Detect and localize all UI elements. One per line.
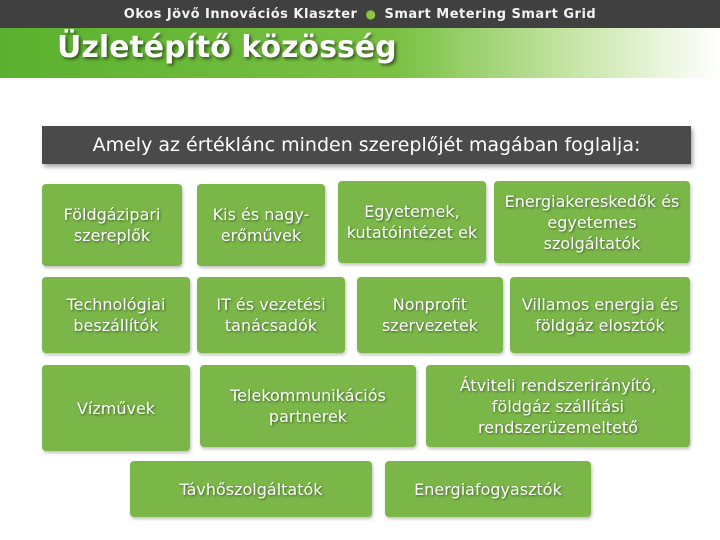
box-atviteli-rendszeriranyito: Átviteli rendszerirányító, földgáz szállítási rendszerüzemeltető: [426, 365, 690, 447]
box-vizmuvek: Vízművek: [42, 365, 190, 451]
box-kis-es-nagy-eromuvek: Kis és nagy-erőművek: [197, 184, 325, 266]
box-nonprofit-szervezetek: Nonprofit szervezetek: [357, 277, 503, 353]
box-technologiai-beszallitok: Technológiai beszállítók: [42, 277, 190, 353]
box-it-es-vezetesi-tanacsadok: IT és vezetési tanácsadók: [197, 277, 345, 353]
box-tavhoszolgaltatok: Távhőszolgáltatók: [130, 461, 372, 517]
separator-dot-icon: ●: [365, 7, 377, 21]
box-egyetemek: Egyetemek, kutatóintézet ek: [338, 181, 486, 263]
box-energiafogyasztok: Energiafogyasztók: [385, 461, 591, 517]
box-villamos-energia-elosztok: Villamos energia és földgáz elosztók: [510, 277, 690, 353]
top-header-bar: [0, 0, 720, 28]
subtitle-banner: Amely az értéklánc minden szereplőjét magában foglalja:: [42, 126, 691, 164]
header-left-text: Okos Jövő Innovációs Klaszter: [123, 6, 358, 22]
header-right-text: Smart Metering Smart Grid: [384, 6, 597, 22]
box-energiakereskedok: Energiakereskedők és egyetemes szolgáltatók: [494, 181, 690, 263]
page-title: Üzletépítő közösség: [57, 30, 397, 65]
box-telekommunikacios-partnerek: Telekommunikációs partnerek: [200, 365, 416, 447]
box-foldgazipari-szereplok: Földgázipari szereplők: [42, 184, 182, 266]
